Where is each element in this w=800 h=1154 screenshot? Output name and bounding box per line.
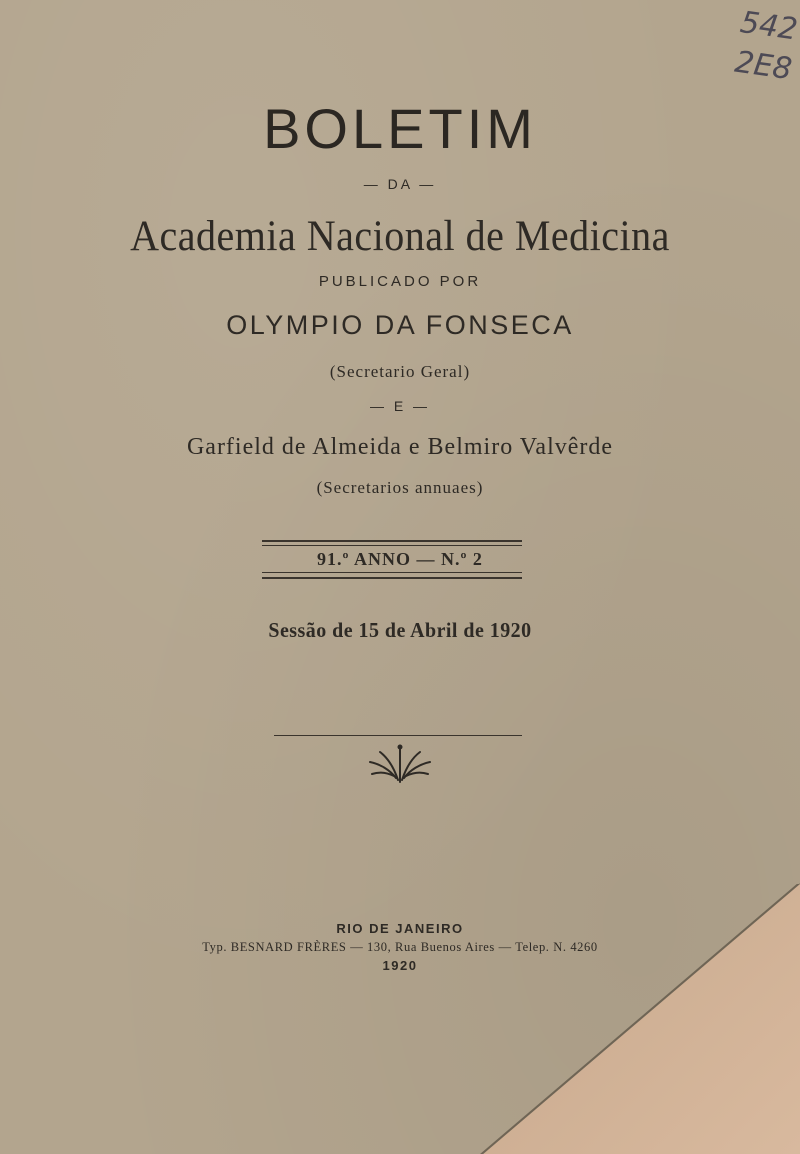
publication-year: 1920 xyxy=(382,958,418,973)
handwritten-note-line: 542 xyxy=(738,4,800,48)
issue-rule-top xyxy=(262,540,522,542)
editor-name: OLYMPIO DA FONSECA xyxy=(226,310,574,340)
printer-line: Typ. BESNARD FRÈRES — 130, Rua Buenos Aires — Telep. N. 4260 xyxy=(202,940,598,954)
connector-e: — E — xyxy=(369,398,431,414)
issue-rule-bottom xyxy=(262,577,522,579)
academy-name: Academia Nacional de Medicina xyxy=(130,211,670,260)
issue-rule-top-thin xyxy=(262,545,522,546)
issue-rule-bottom-thin xyxy=(262,572,522,573)
handwritten-note-line: 2E8 xyxy=(732,44,795,88)
co-editors: Garfield de Almeida e Belmiro Valvêrde xyxy=(186,434,614,460)
published-by: PUBLICADO POR xyxy=(318,273,482,290)
co-editors-role: (Secretarios annuaes) xyxy=(316,478,484,497)
connector-da: — DA — xyxy=(363,176,437,192)
ornament-rule xyxy=(274,735,522,736)
fleuron-ornament-icon xyxy=(368,742,432,786)
session-date: Sessão de 15 de Abril de 1920 xyxy=(268,618,532,642)
issue-number: 91.º ANNO — N.º 2 xyxy=(317,549,483,569)
cover-title: BOLETIM xyxy=(263,97,537,160)
publication-city: RIO DE JANEIRO xyxy=(336,921,464,936)
editor-role: (Secretario Geral) xyxy=(329,362,471,381)
